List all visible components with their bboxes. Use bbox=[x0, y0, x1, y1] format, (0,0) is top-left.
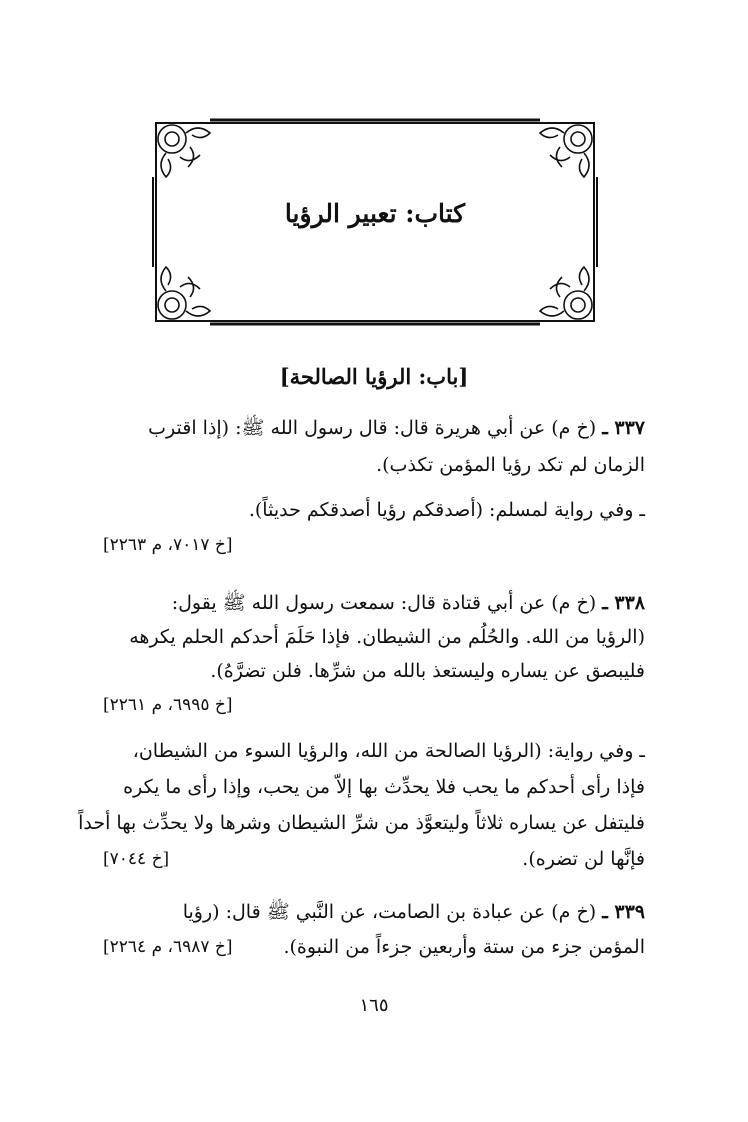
hadith-338-line-3: فليبصق عن يساره وليستعذ بالله من شرِّها. فلن تضرَّهُ). bbox=[210, 660, 645, 682]
hadith-339-reference: [خ ٦٩٨٧، م ٢٢٦٤] bbox=[103, 937, 233, 957]
hadith-338-variant-line-3: فليتفل عن يساره ثلاثاً وليتعوَّذ من شرِّ الشيطان وشرها ولا يحدِّث بها أحداً bbox=[78, 812, 645, 834]
chapter-heading: [باب: الرؤيا الصالحة] bbox=[279, 364, 469, 389]
hadith-339-line-1: ٣٣٩ ـ (خ م) عن عبادة بن الصامت، عن النَّبي ﷺ قال: (رؤيا bbox=[182, 901, 645, 923]
hadith-338-variant-line-1: ـ وفي رواية: (الرؤيا الصالحة من الله، والرؤيا السوء من الشيطان، bbox=[132, 740, 645, 762]
hadith-338-line-1: ٣٣٨ ـ (خ م) عن أبي قتادة قال: سمعت رسول الله ﷺ يقول: bbox=[171, 592, 645, 614]
hadith-338-variant-line-4: فإنَّها لن تضره). bbox=[522, 848, 645, 870]
hadith-number: ٣٣٩ ـ bbox=[602, 901, 645, 923]
book-title: كتاب: تعبير الرؤيا bbox=[284, 199, 466, 228]
hadith-339-line-2: المؤمن جزء من ستة وأربعين جزءاً من النبوة). bbox=[283, 936, 645, 958]
hadith-number: ٣٣٨ ـ bbox=[602, 592, 645, 614]
hadith-338-line-2: (الرؤيا من الله. والحُلُم من الشيطان. فإذا حَلَمَ أحدكم الحلم يكرهه bbox=[129, 626, 645, 648]
hadith-337-reference: [خ ٧٠١٧، م ٢٢٦٣] bbox=[103, 535, 233, 555]
hadith-338-reference: [خ ٦٩٩٥، م ٢٢٦١] bbox=[103, 695, 233, 715]
hadith-338-variant-line-2: فإذا رأى أحدكم ما يحب فلا يحدِّث بها إلاّ من يحب، وإذا رأى ما يكره bbox=[123, 776, 645, 798]
page-number: ١٦٥ bbox=[359, 995, 389, 1016]
hadith-338-variant-reference: [خ ٧٠٤٤] bbox=[103, 849, 170, 869]
hadith-number: ٣٣٧ ـ bbox=[602, 417, 645, 439]
title-frame bbox=[150, 117, 600, 327]
hadith-337-line-2: الزمان لم تكد رؤيا المؤمن تكذب). bbox=[376, 454, 645, 476]
hadith-337-line-1: ٣٣٧ ـ (خ م) عن أبي هريرة قال: قال رسول الله ﷺ: (إذا اقترب bbox=[148, 417, 645, 439]
hadith-337-variant: ـ وفي رواية لمسلم: (أصدقكم رؤيا أصدقكم حديثاً). bbox=[248, 499, 645, 521]
